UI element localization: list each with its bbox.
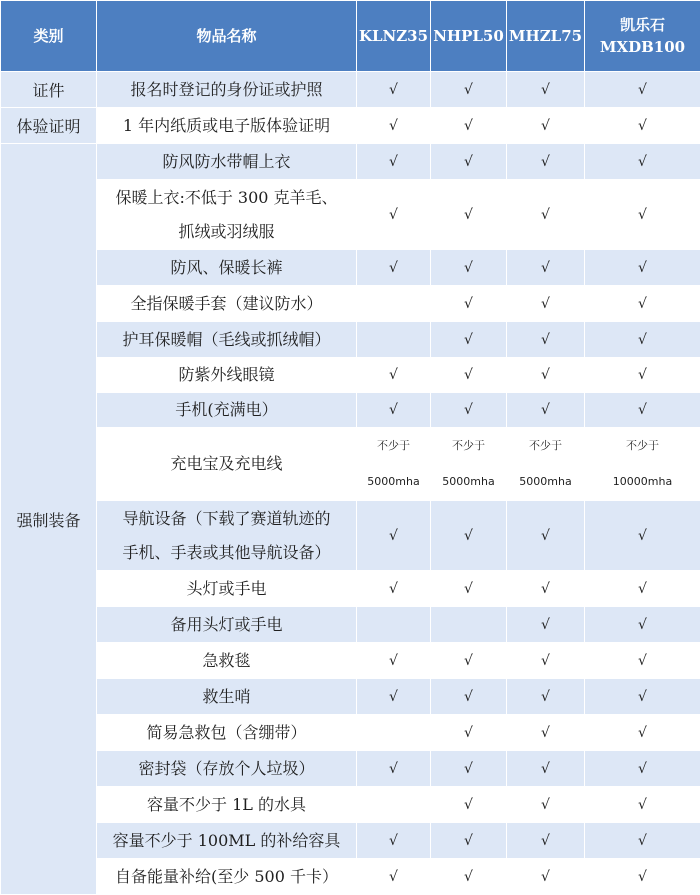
header-row xyxy=(1,1,700,72)
check-cell: √ xyxy=(357,108,431,144)
item-name-cell: 容量不少于 100ML 的补给容具 xyxy=(97,823,357,859)
capacity-cell: 不少于 10000mha xyxy=(585,428,700,501)
check-cell: √ xyxy=(431,643,507,679)
check-cell: √ xyxy=(507,72,585,108)
check-cell: √ xyxy=(507,250,585,286)
category-cell: 证件 xyxy=(1,72,97,108)
check-cell: √ xyxy=(357,144,431,180)
check-cell: √ xyxy=(357,859,431,895)
table-row xyxy=(1,358,700,393)
check-cell: √ xyxy=(585,358,700,393)
check-cell: √ xyxy=(507,571,585,607)
check-cell: √ xyxy=(431,144,507,180)
check-cell: √ xyxy=(431,571,507,607)
category-cell: 强制装备 xyxy=(1,144,97,895)
check-cell xyxy=(357,322,431,358)
check-cell: √ xyxy=(585,144,700,180)
header-mxdb100: 凯乐石 MXDB100 xyxy=(585,1,700,72)
check-cell: √ xyxy=(507,859,585,895)
header-nhpl50: NHPL50 xyxy=(431,1,507,72)
check-cell: √ xyxy=(507,823,585,859)
check-cell: √ xyxy=(357,501,431,571)
check-cell: √ xyxy=(585,501,700,571)
item-name-cell: 手机(充满电） xyxy=(97,393,357,428)
check-cell xyxy=(357,715,431,751)
header-klnz35: KLNZ35 xyxy=(357,1,431,72)
table-row xyxy=(1,571,700,607)
check-cell: √ xyxy=(431,322,507,358)
table-row xyxy=(1,108,700,144)
table-row xyxy=(1,250,700,286)
item-name-cell: 报名时登记的身份证或护照 xyxy=(97,72,357,108)
table-body xyxy=(1,72,700,895)
item-name-cell: 防风、保暖长裤 xyxy=(97,250,357,286)
check-cell: √ xyxy=(585,180,700,250)
check-cell: √ xyxy=(507,286,585,322)
table-row xyxy=(1,859,700,895)
item-name-cell: 1 年内纸质或电子版体验证明 xyxy=(97,108,357,144)
check-cell: √ xyxy=(507,679,585,715)
item-name-cell: 全指保暖手套（建议防水） xyxy=(97,286,357,322)
table-row xyxy=(1,751,700,787)
check-cell: √ xyxy=(585,322,700,358)
check-cell: √ xyxy=(431,108,507,144)
capacity-cell: 不少于 5000mha xyxy=(357,428,431,501)
check-cell: √ xyxy=(431,501,507,571)
check-cell: √ xyxy=(507,322,585,358)
table-row xyxy=(1,393,700,428)
check-cell: √ xyxy=(585,643,700,679)
capacity-cell: 不少于 5000mha xyxy=(431,428,507,501)
check-cell: √ xyxy=(507,144,585,180)
table-header xyxy=(1,1,700,72)
check-cell: √ xyxy=(507,180,585,250)
check-cell: √ xyxy=(507,393,585,428)
item-name-cell: 自备能量补给(至少 500 千卡） xyxy=(97,859,357,895)
table-row xyxy=(1,428,700,501)
check-cell: √ xyxy=(357,823,431,859)
check-cell: √ xyxy=(357,571,431,607)
item-name-cell: 防紫外线眼镜 xyxy=(97,358,357,393)
check-cell: √ xyxy=(507,607,585,643)
check-cell: √ xyxy=(585,72,700,108)
check-cell: √ xyxy=(431,250,507,286)
check-cell: √ xyxy=(585,286,700,322)
check-cell: √ xyxy=(585,108,700,144)
check-cell: √ xyxy=(585,679,700,715)
check-cell: √ xyxy=(431,823,507,859)
check-cell: √ xyxy=(357,72,431,108)
item-name-cell: 头灯或手电 xyxy=(97,571,357,607)
table-row xyxy=(1,286,700,322)
check-cell: √ xyxy=(357,751,431,787)
capacity-cell: 不少于 5000mha xyxy=(507,428,585,501)
check-cell: √ xyxy=(507,108,585,144)
check-cell: √ xyxy=(431,393,507,428)
item-name-cell: 防风防水带帽上衣 xyxy=(97,144,357,180)
header-category: 类别 xyxy=(1,1,97,72)
item-name-cell: 保暖上衣:不低于 300 克羊毛、 抓绒或羽绒服 xyxy=(97,180,357,250)
check-cell: √ xyxy=(585,715,700,751)
item-name-cell: 容量不少于 1L 的水具 xyxy=(97,787,357,823)
check-cell: √ xyxy=(431,358,507,393)
item-name-cell: 密封袋（存放个人垃圾） xyxy=(97,751,357,787)
check-cell: √ xyxy=(431,286,507,322)
header-item-name: 物品名称 xyxy=(97,1,357,72)
check-cell: √ xyxy=(585,751,700,787)
table-row xyxy=(1,715,700,751)
table-row xyxy=(1,823,700,859)
check-cell: √ xyxy=(507,501,585,571)
table-row xyxy=(1,679,700,715)
check-cell: √ xyxy=(585,571,700,607)
table-row xyxy=(1,322,700,358)
header-mhzl75: MHZL75 xyxy=(507,1,585,72)
check-cell: √ xyxy=(585,859,700,895)
check-cell: √ xyxy=(431,751,507,787)
check-cell xyxy=(357,787,431,823)
table-row xyxy=(1,144,700,180)
check-cell: √ xyxy=(357,679,431,715)
check-cell: √ xyxy=(357,180,431,250)
check-cell: √ xyxy=(507,787,585,823)
check-cell: √ xyxy=(585,823,700,859)
check-cell: √ xyxy=(431,859,507,895)
item-name-cell: 护耳保暖帽（毛线或抓绒帽） xyxy=(97,322,357,358)
check-cell: √ xyxy=(507,751,585,787)
table-row xyxy=(1,72,700,108)
item-name-cell: 导航设备（下载了赛道轨迹的 手机、手表或其他导航设备） xyxy=(97,501,357,571)
table-row xyxy=(1,180,700,250)
category-cell: 体验证明 xyxy=(1,108,97,144)
check-cell: √ xyxy=(585,393,700,428)
check-cell: √ xyxy=(507,358,585,393)
check-cell: √ xyxy=(431,72,507,108)
check-cell: √ xyxy=(431,715,507,751)
check-cell: √ xyxy=(585,607,700,643)
check-cell: √ xyxy=(431,180,507,250)
table-row xyxy=(1,643,700,679)
table-row xyxy=(1,501,700,571)
check-cell xyxy=(431,607,507,643)
check-cell: √ xyxy=(585,787,700,823)
item-name-cell: 救生哨 xyxy=(97,679,357,715)
check-cell: √ xyxy=(585,250,700,286)
check-cell: √ xyxy=(357,358,431,393)
check-cell: √ xyxy=(357,393,431,428)
table-row xyxy=(1,607,700,643)
check-cell xyxy=(357,607,431,643)
item-name-cell: 充电宝及充电线 xyxy=(97,428,357,501)
check-cell: √ xyxy=(357,250,431,286)
check-cell: √ xyxy=(507,715,585,751)
check-cell: √ xyxy=(357,643,431,679)
table-row xyxy=(1,787,700,823)
check-cell xyxy=(357,286,431,322)
check-cell: √ xyxy=(431,679,507,715)
item-name-cell: 急救毯 xyxy=(97,643,357,679)
item-name-cell: 简易急救包（含绷带） xyxy=(97,715,357,751)
item-name-cell: 备用头灯或手电 xyxy=(97,607,357,643)
check-cell: √ xyxy=(507,643,585,679)
check-cell: √ xyxy=(431,787,507,823)
